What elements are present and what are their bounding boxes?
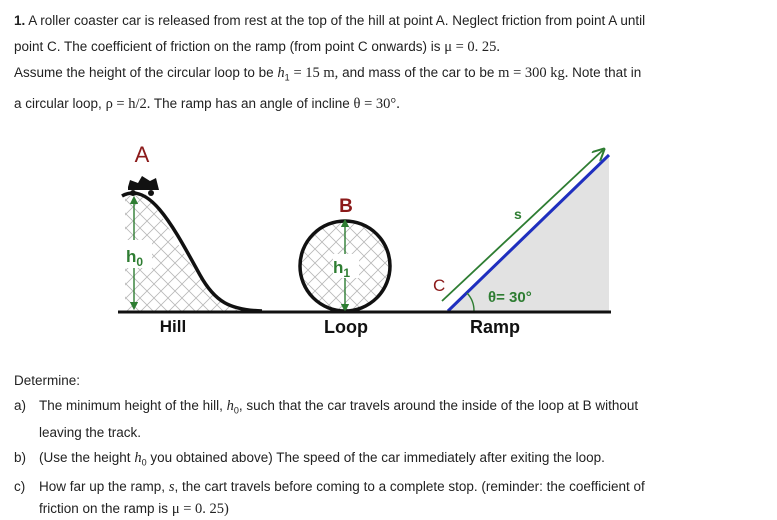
h0-label: $h_0$ bbox=[126, 247, 144, 269]
problem-text: A roller coaster car is released from rest at the top of the hill at point A. Neglect friction from point A until bbox=[28, 13, 646, 28]
problem-text: and mass of the car to be bbox=[342, 65, 495, 80]
problem-line-2 bbox=[14, 34, 754, 60]
problem-line-3 bbox=[14, 60, 754, 91]
mu-value: μ = 0. 25. bbox=[444, 39, 501, 55]
questions bbox=[14, 370, 754, 520]
point-c-label: C bbox=[433, 276, 446, 295]
problem-text: a circular loop, bbox=[14, 95, 102, 111]
point-a-label: A bbox=[134, 142, 150, 167]
theta-value: θ = 30°. bbox=[353, 95, 400, 112]
h1-subscript: 1 bbox=[284, 72, 290, 83]
question-a-label: a) bbox=[14, 398, 27, 413]
h1-symbol: h bbox=[277, 65, 285, 81]
problem-text: Note that in bbox=[572, 65, 642, 80]
question-b-text: (Use the height $h_0$ you obtained above) The speed of the car immediately after exiting the loop. bbox=[39, 449, 605, 468]
h1-value: = 15 m, bbox=[293, 65, 339, 81]
problem-text: The ramp has an angle of incline bbox=[153, 95, 350, 111]
problem-statement bbox=[14, 8, 754, 117]
coaster-car-icon bbox=[128, 176, 159, 196]
problem-number: 1. bbox=[14, 13, 26, 28]
h1-label: $h_1$ bbox=[333, 258, 351, 280]
question-c-label: c) bbox=[14, 479, 26, 495]
question-b bbox=[14, 447, 754, 474]
problem-line-1 bbox=[14, 8, 754, 34]
problem-text: point C. The coefficient of friction on the ramp (from point C onwards) is bbox=[14, 39, 441, 54]
rho-value: ρ = h/2. bbox=[105, 95, 151, 112]
question-a bbox=[14, 395, 754, 444]
hill-label: Hill bbox=[159, 317, 187, 336]
mass-value: m = 300 kg. bbox=[498, 65, 569, 81]
s-label: s bbox=[514, 206, 522, 222]
loop-label: Loop bbox=[324, 317, 368, 337]
question-b-label: b) bbox=[14, 449, 27, 465]
roller-coaster-diagram bbox=[0, 130, 777, 355]
point-b-label: B bbox=[339, 196, 353, 217]
question-a-text: The minimum height of the hill, $h_0$, such that the car travels around the inside of the loop at B without leaving the track. bbox=[39, 398, 639, 440]
question-c bbox=[14, 476, 754, 520]
problem-text: Assume the height of the circular loop to be bbox=[14, 65, 274, 80]
angle-label: θ= 30° bbox=[488, 289, 532, 306]
question-c-text: How far up the ramp, s, the cart travels before coming to a complete stop. (reminder: the coefficient of friction on the ramp is μ = 0. 25) bbox=[39, 479, 645, 518]
questions-heading: Determine: bbox=[14, 373, 81, 388]
ramp-label: Ramp bbox=[469, 317, 521, 337]
problem-line-4 bbox=[14, 91, 754, 117]
